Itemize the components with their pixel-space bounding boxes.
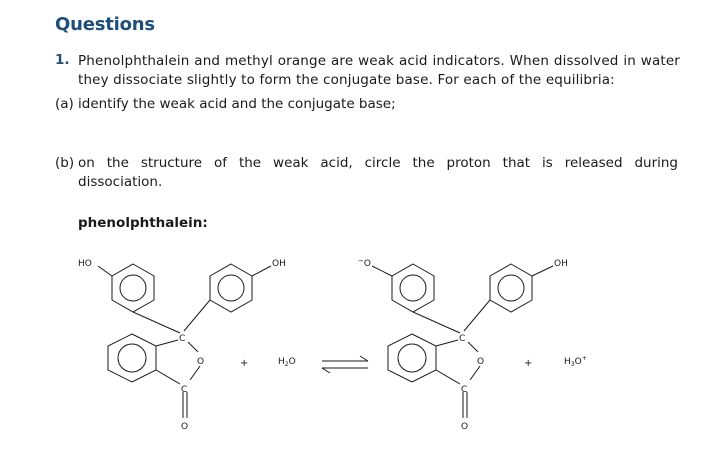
acid-ho-bond — [98, 266, 112, 276]
base-bond-ring-c — [436, 340, 458, 346]
base-aromatic-circle-2 — [498, 275, 524, 301]
acid-benzo-ring — [108, 334, 156, 382]
part-a-text: identify the weak acid and the conjugate base; — [78, 96, 396, 112]
acid-ring-oxygen-label: O — [197, 357, 205, 367]
acid-carbon-label: C — [179, 334, 186, 344]
base-benzo-ring — [388, 334, 436, 382]
phenolphthalein-equilibrium — [0, 245, 728, 473]
base-bond-o-cco — [470, 366, 480, 380]
base-carbonyl-carbon-label: C — [461, 385, 468, 395]
acid-aromatic-circle-3 — [118, 344, 146, 372]
part-b-label: (b) — [55, 155, 75, 171]
base-bond-c-right — [464, 300, 490, 331]
acid-oh-bond — [252, 266, 271, 276]
base-phenol-ring-right — [490, 264, 532, 312]
base-oh-bond — [532, 266, 553, 276]
acid-bond-c-o — [188, 342, 198, 352]
base-ring-oxygen-label: O — [477, 357, 485, 367]
question-number: 1. — [55, 52, 70, 68]
acid-ho-label: HO — [78, 259, 92, 269]
water-formula: $H_2O$ — [278, 357, 296, 368]
part-b-text: on the structure of the weak acid, circle the proton that is released during dissociation. — [78, 155, 678, 190]
base-bond-c-o — [468, 342, 478, 352]
base-bond-c-left — [413, 312, 460, 333]
equilibrium-arrow — [322, 356, 368, 373]
part-a-label: (a) — [55, 96, 74, 112]
acid-bond-c-right — [184, 300, 210, 331]
section-heading: Questions — [55, 14, 155, 35]
base-aromatic-circle-1 — [400, 275, 426, 301]
plus-sign-2: + — [524, 358, 533, 369]
acid-oh-label: OH — [272, 259, 286, 269]
base-carbonyl-oxygen-label: O — [461, 422, 469, 432]
base-oxide-label: −O — [358, 257, 371, 269]
acid-phenol-ring-right — [210, 264, 252, 312]
base-aromatic-circle-3 — [398, 344, 426, 372]
base-oh-label: OH — [554, 259, 568, 269]
compound-label: phenolphthalein: — [78, 215, 208, 231]
acid-bond-ring-cco — [156, 370, 180, 384]
acid-aromatic-circle-2 — [218, 275, 244, 301]
acid-bond-c-left — [133, 312, 180, 333]
acid-phenol-ring-left — [112, 264, 154, 312]
base-phenol-ring-left — [392, 264, 434, 312]
plus-sign-1: + — [240, 358, 249, 369]
acid-aromatic-circle-1 — [120, 275, 146, 301]
acid-bond-ring-c — [156, 340, 178, 346]
base-o-bond — [372, 266, 392, 276]
acid-bond-o-cco — [190, 366, 200, 380]
hydronium-formula: $H_3O^+$ — [564, 355, 587, 368]
acid-carbonyl-carbon-label: C — [181, 385, 188, 395]
base-bond-ring-cco — [436, 370, 460, 384]
base-carbon-label: C — [459, 334, 466, 344]
acid-carbonyl-oxygen-label: O — [181, 422, 189, 432]
question-text: Phenolphthalein and methyl orange are weak acid indicators. When dissolved in water they dissociate slightly to form the conjugate base. For each of the equilibria: — [78, 53, 680, 88]
